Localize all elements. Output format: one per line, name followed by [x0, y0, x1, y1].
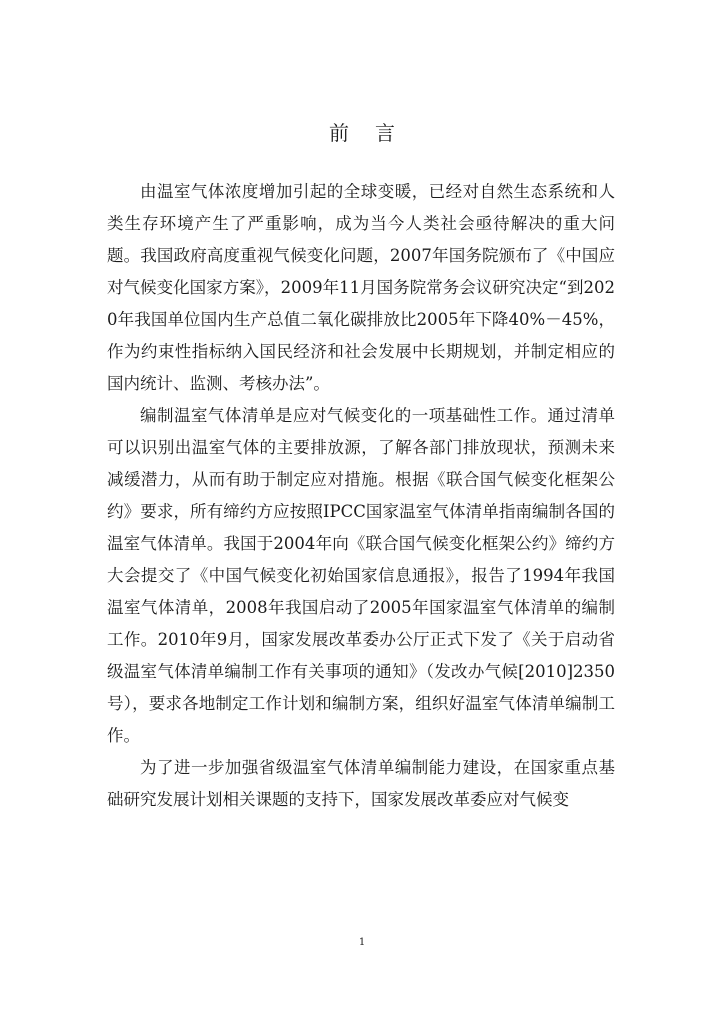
page-number: 1	[358, 937, 366, 948]
page-title: 前言	[329, 121, 421, 145]
paragraph: 为了进一步加强省级温室气体清单编制能力建设，在国家重点基础研究发展计划相关课题的支持下，国家发展改革委应对气候变	[107, 758, 615, 809]
paragraph: 编制温室气体清单是应对气候变化的一项基础性工作。通过清单可以识别出温室气体的主要排放源，了解各部门排放现状，预测未来减缓潜力，从而有助于制定应对措施。根据《联合国气候变化框架公约》要求，所有缔约方应按照IPCC国家温室气体清单指南编制各国的温室气体清单。我国于2004年向《联合国气候变化框架公约》缔约方大会提交了《中国气候变化初始国家信息通报》，报告了1994年我国温室气体清单，2008年我国启动了2005年国家温室气体清单的编制工作。2010年9月，国家发展改革委办公厅正式下发了《关于启动省级温室气体清单编制工作有关事项的通知》（发改办气候[2010]2350号），要求各地制定工作计划和编制方案，组织好温室气体清单编制工作。	[107, 406, 615, 745]
body-text	[107, 176, 615, 816]
paragraph: 由温室气体浓度增加引起的全球变暖，已经对自然生态系统和人类生存环境产生了严重影响，成为当今人类社会亟待解决的重大问题。我国政府高度重视气候变化问题，2007年国务院颁布了《中国应对气候变化国家方案》，2009年11月国务院常务会议研究决定“到2020年我国单位国内生产总值二氧化碳排放比2005年下降40%－45%，作为约束性指标纳入国民经济和社会发展中长期规划，并制定相应的国内统计、监测、考核办法”。	[107, 182, 615, 393]
